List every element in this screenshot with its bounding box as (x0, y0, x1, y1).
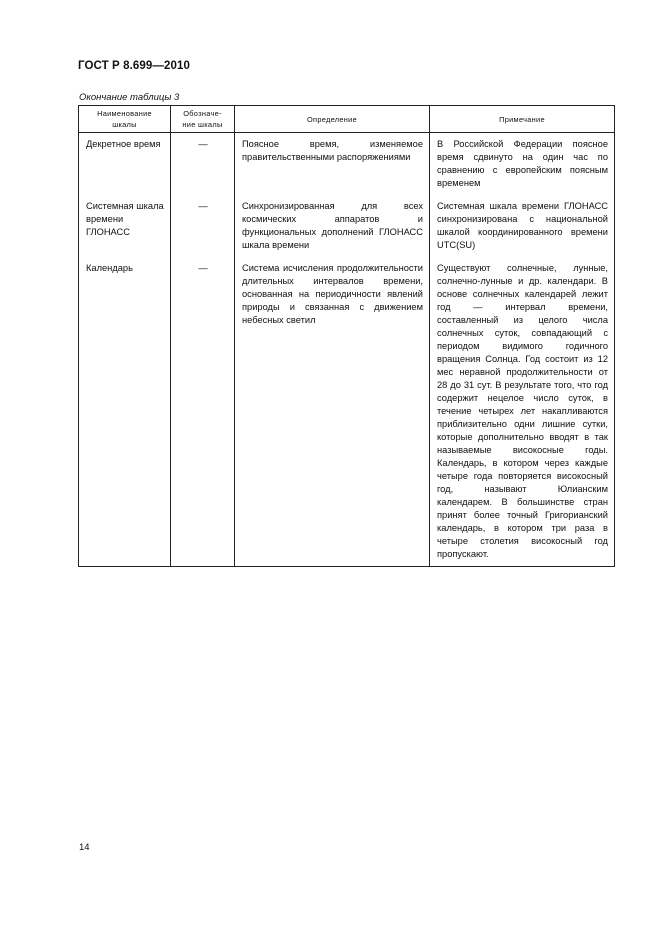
cell-symbol: — (171, 257, 235, 567)
cell-symbol: — (171, 195, 235, 257)
table-row (79, 257, 615, 567)
cell-symbol: — (171, 133, 235, 196)
document-code: ГОСТ Р 8.699—2010 (78, 60, 190, 72)
table-caption: Окончание таблицы 3 (79, 92, 180, 103)
cell-note: Системная шкала времени ГЛОНАСС синхронизирована с национальной шкалой координированного времени UTC(SU) (430, 195, 615, 257)
cell-note: В Российской Федерации поясное время сдвинуто на один час по сравнению с европейским поясным временем (430, 133, 615, 196)
header-definition-label: Определение (306, 114, 358, 124)
header-symbol (171, 106, 235, 133)
cell-note: Существуют солнечные, лунные, солнечно-лунные и др. календари. В основе солнечных календарей лежит год — интервал времени, составленный из целого числа солнечных суток, совпадающий с периодом видимого годичного вращения Солнца. Год состоит из 12 мес неравной продолжительности от 28 до 31 сут. В результате того, что год содержит нецелое число суток, в течение четырех лет накапливаются приблизительно одни лишние сутки, которые дополнительно вводят в так называемые високосные годы. Календарь, в котором через каждые четыре года повторяется високосный год, называют Юлианским календарем. В большинстве стран принят более точный Григорианский календарь, в котором три раза в четыре столетия високосный год пропускают. (430, 257, 615, 567)
table-row (79, 195, 615, 257)
header-name (79, 106, 171, 133)
cell-definition: Поясное время, изменяемое правительственными распоряжениями (235, 133, 430, 196)
table-row (79, 133, 615, 196)
header-symbol-label: Обозначе- ние шкалы (182, 109, 223, 129)
scales-table (78, 105, 615, 567)
cell-name: Системная шкала времени ГЛОНАСС (79, 195, 171, 257)
cell-definition: Синхронизированная для всех космических аппаратов и функциональных дополнений ГЛОНАСС шкала времени (235, 195, 430, 257)
header-note-label: Примечание (499, 114, 545, 124)
page-number: 14 (79, 842, 90, 853)
header-note (430, 106, 615, 133)
cell-name: Декретное время (79, 133, 171, 196)
cell-name: Календарь (79, 257, 171, 567)
table-header-row (79, 106, 615, 133)
header-name-label: Наименование шкалы (97, 109, 152, 129)
cell-definition: Система исчисления продолжительности длительных интервалов времени, основанная на периодичности явлений природы и связанная с движением небесных светил (235, 257, 430, 567)
header-definition (235, 106, 430, 133)
